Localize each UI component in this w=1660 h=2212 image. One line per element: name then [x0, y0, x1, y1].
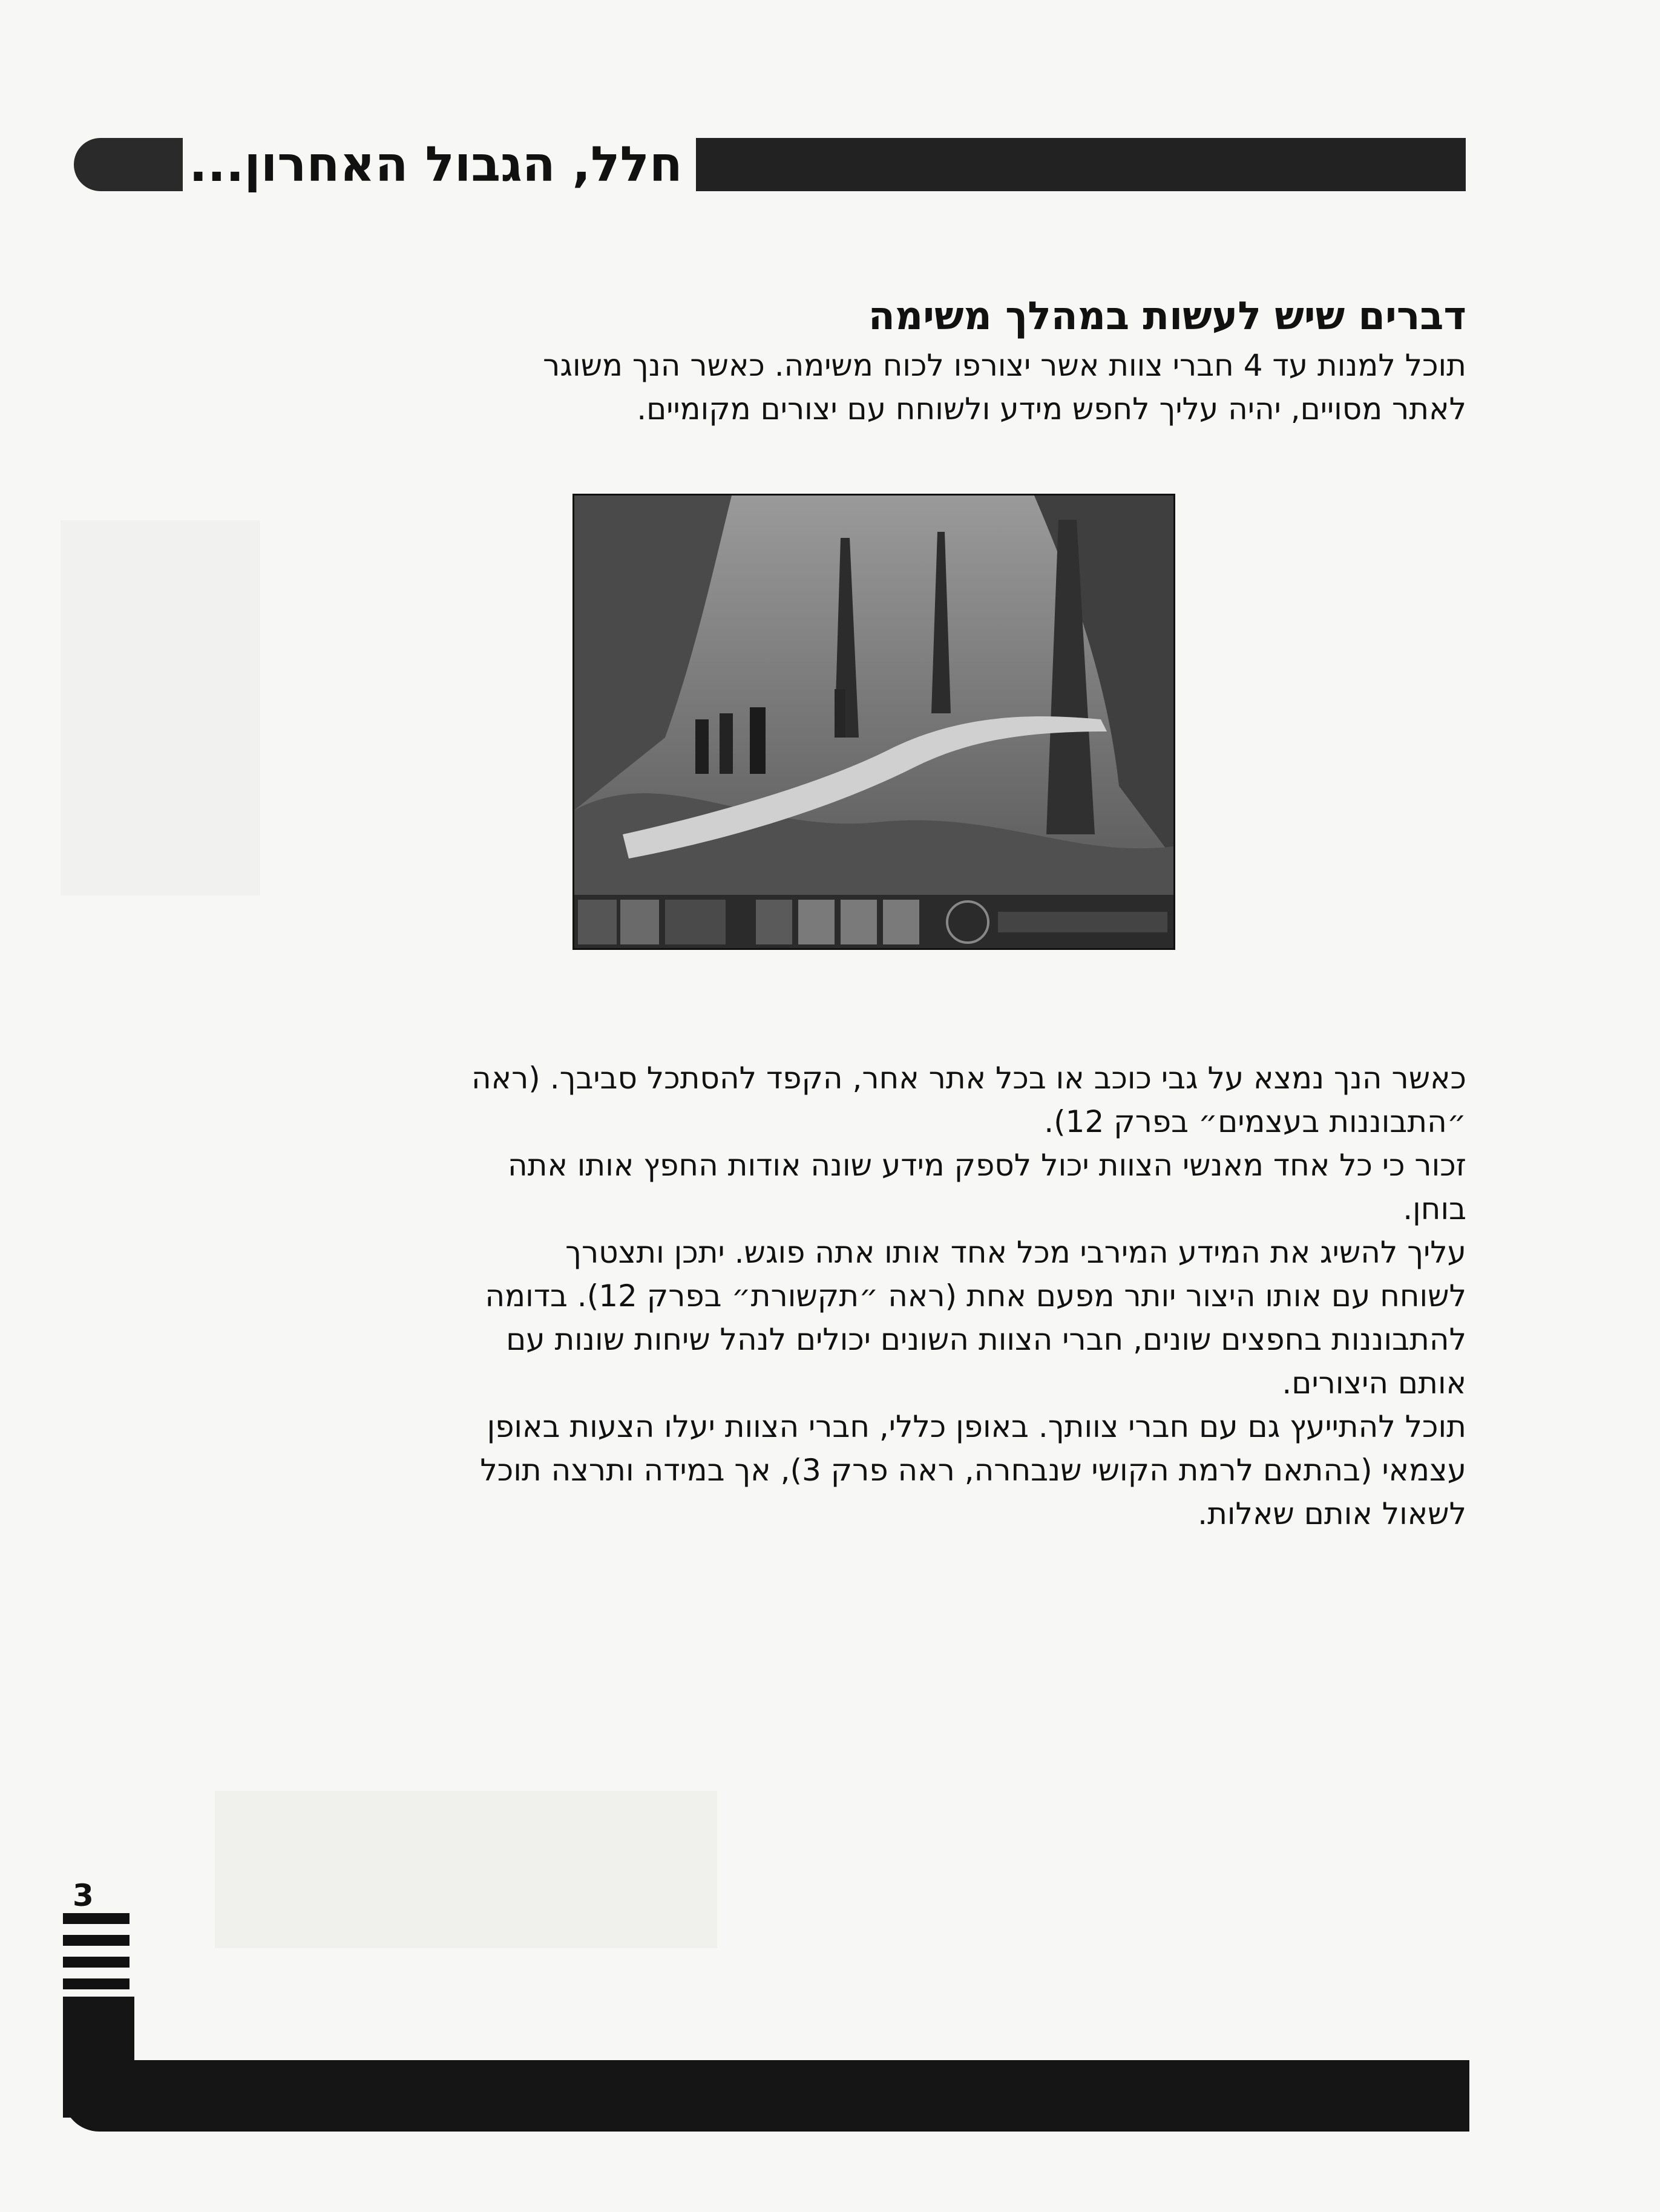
intro-line: לאתר מסויים, יהיה עליך לחפש מידע ולשוחח עם יצורים מקומיים. — [637, 391, 1466, 427]
body-paragraphs — [290, 1056, 1466, 1536]
chapter-title: חלל, הגבול האחרון... — [189, 136, 683, 192]
intro-line: תוכל למנות עד 4 חברי צוות אשר יצורפו לכוח משימה. כאשר הנך משוגר — [543, 348, 1466, 383]
body-line: עליך להשיג את המידע המירבי מכל אחד אותו אתה פוגש. יתכן ותצטרך — [565, 1235, 1466, 1270]
body-line: להתבוננות בחפצים שונים, חברי הצוות השונים יכולים לנהל שיחות שונות עם — [506, 1322, 1466, 1357]
section-heading: דברים שיש לעשות במהלך משימה — [868, 294, 1466, 339]
footer-stripe — [63, 1913, 130, 1924]
game-screenshot — [572, 494, 1175, 950]
header-bar-decoration — [696, 138, 1466, 191]
page-number: 3 — [73, 1878, 94, 1913]
footer-bar-decoration — [63, 2060, 1469, 2132]
body-line: לשוחח עם אותו היצור יותר מפעם אחת (ראה ״תקשורת״ בפרק 12). בדומה — [485, 1278, 1466, 1314]
footer-stripe — [63, 1957, 130, 1968]
footer-stripe — [63, 1935, 130, 1946]
body-line: לשאול אותם שאלות. — [1198, 1496, 1466, 1531]
intro-paragraph — [290, 344, 1466, 431]
body-line: בוחן. — [1403, 1191, 1466, 1226]
body-line: כאשר הנך נמצא על גבי כוכב או בכל אתר אחר, הקפד להסתכל סביבך. (ראה — [471, 1061, 1466, 1096]
bleed-through-shape — [215, 1791, 717, 1948]
footer-stripe — [63, 1978, 130, 1989]
body-line: זכור כי כל אחד מאנשי הצוות יכול לספק מידע שונה אודות החפץ אותו אתה — [507, 1148, 1466, 1183]
body-line: עצמאי (בהתאם לרמת הקושי שנבחרה, ראה פרק 3), אך במידה ותרצה תוכל — [480, 1453, 1466, 1488]
body-line: תוכל להתייעץ גם עם חברי צוותך. באופן כללי, חברי הצוות יעלו הצעות באופן — [487, 1409, 1466, 1444]
game-scene-image — [574, 496, 1173, 948]
header-pill-decoration — [74, 138, 183, 191]
bleed-through-shape — [61, 520, 260, 895]
body-line: אותם היצורים. — [1282, 1366, 1466, 1401]
body-line: ״התבוננות בעצמים״ בפרק 12). — [1044, 1104, 1466, 1139]
